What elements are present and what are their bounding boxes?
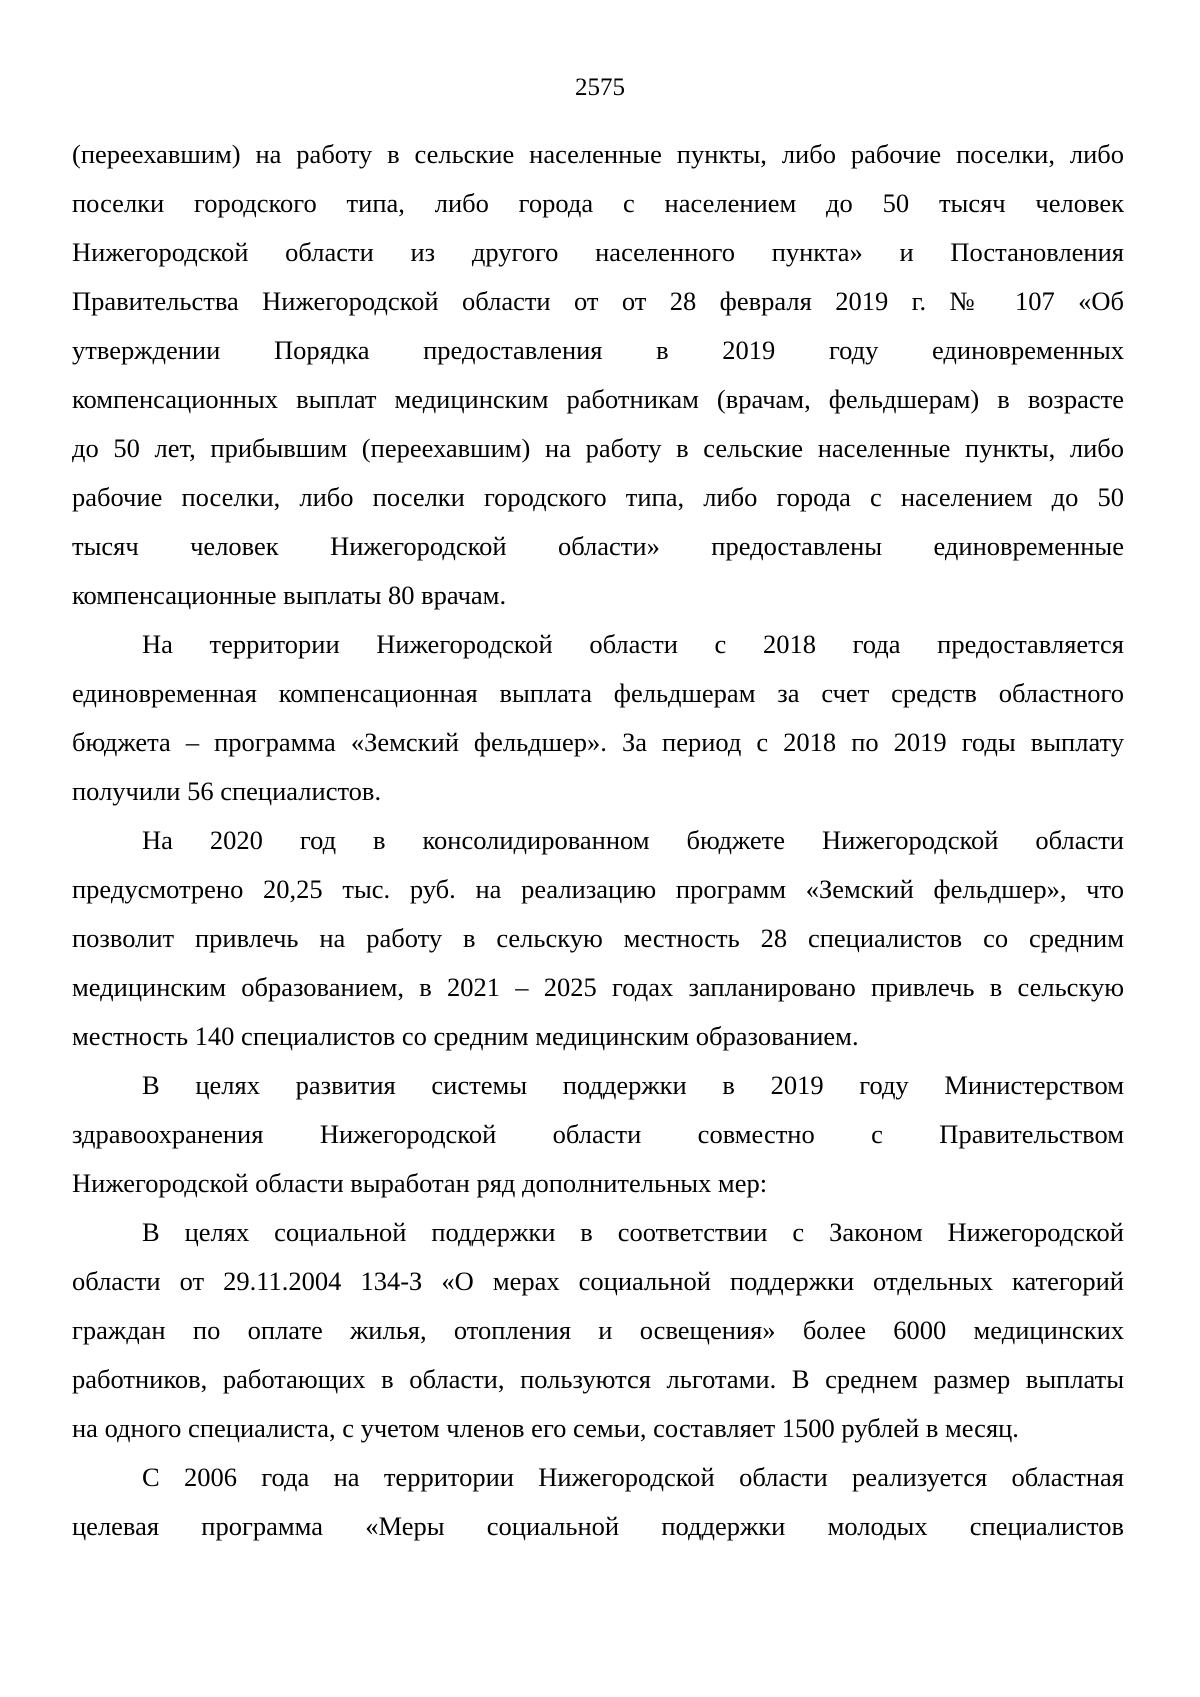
text-line: позволит привлечь на работу в сельскую местность 28 специалистов со средним <box>72 923 1124 953</box>
text-line: целевая программа «Меры социальной поддержки молодых специалистов <box>72 1511 1124 1541</box>
paragraph-4 <box>72 1061 1124 1208</box>
paragraph-3 <box>72 816 1124 1061</box>
text-line: бюджета – программа «Земский фельдшер». За период с 2018 по 2019 годы выплату <box>72 727 1124 757</box>
text-line: утверждении Порядка предоставления в 2019 году единовременных <box>72 335 1124 365</box>
text-line: медицинским образованием, в 2021 – 2025 годах запланировано привлечь в сельскую <box>72 972 1124 1002</box>
text-line: С 2006 года на территории Нижегородской области реализуется областная <box>142 1462 1124 1492</box>
paragraph-6 <box>72 1453 1124 1551</box>
text-line: компенсационных выплат медицинским работникам (врачам, фельдшерам) в возрасте <box>72 384 1124 414</box>
text-line: предусмотрено 20,25 тыс. руб. на реализацию программ «Земский фельдшер», что <box>72 874 1124 904</box>
text-line: на одного специалиста, с учетом членов его семьи, составляет 1500 рублей в месяц. <box>72 1413 1019 1443</box>
text-line: Нижегородской области выработан ряд дополнительных мер: <box>72 1168 768 1198</box>
paragraph-2 <box>72 620 1124 816</box>
text-line: получили 56 специалистов. <box>72 776 382 806</box>
paragraph-1 <box>72 130 1124 620</box>
page-number: 2575 <box>575 74 625 101</box>
text-line: рабочие поселки, либо поселки городского типа, либо города с населением до 50 <box>72 482 1124 512</box>
text-line: Правительства Нижегородской области от от 28 февраля 2019 г. № 107 «Об <box>72 286 1124 316</box>
text-line: В целях развития системы поддержки в 2019 году Министерством <box>142 1070 1124 1100</box>
text-line: В целях социальной поддержки в соответствии с Законом Нижегородской <box>142 1217 1124 1247</box>
text-line: поселки городского типа, либо города с населением до 50 тысяч человек <box>72 188 1124 218</box>
text-line: На 2020 год в консолидированном бюджете Нижегородской области <box>142 825 1124 855</box>
text-line: На территории Нижегородской области с 2018 года предоставляется <box>142 629 1124 659</box>
text-line: единовременная компенсационная выплата фельдшерам за счет средств областного <box>72 678 1124 708</box>
text-line: граждан по оплате жилья, отопления и освещения» более 6000 медицинских <box>72 1315 1124 1345</box>
text-line: здравоохранения Нижегородской области совместно с Правительством <box>72 1119 1124 1149</box>
text-line: тысяч человек Нижегородской области» предоставлены единовременные <box>72 531 1124 561</box>
text-line: до 50 лет, прибывшим (переехавшим) на работу в сельские населенные пункты, либо <box>72 433 1124 463</box>
paragraph-5 <box>72 1208 1124 1453</box>
text-line: области от 29.11.2004 134-З «О мерах социальной поддержки отдельных категорий <box>72 1266 1124 1296</box>
text-line: компенсационные выплаты 80 врачам. <box>72 580 507 610</box>
text-line: (переехавшим) на работу в сельские населенные пункты, либо рабочие поселки, либо <box>72 139 1124 169</box>
text-line: местность 140 специалистов со средним медицинским образованием. <box>72 1021 859 1051</box>
text-line: работников, работающих в области, пользуются льготами. В среднем размер выплаты <box>72 1364 1124 1394</box>
text-line: Нижегородской области из другого населенного пункта» и Постановления <box>72 237 1124 267</box>
document-body <box>72 130 1124 1551</box>
